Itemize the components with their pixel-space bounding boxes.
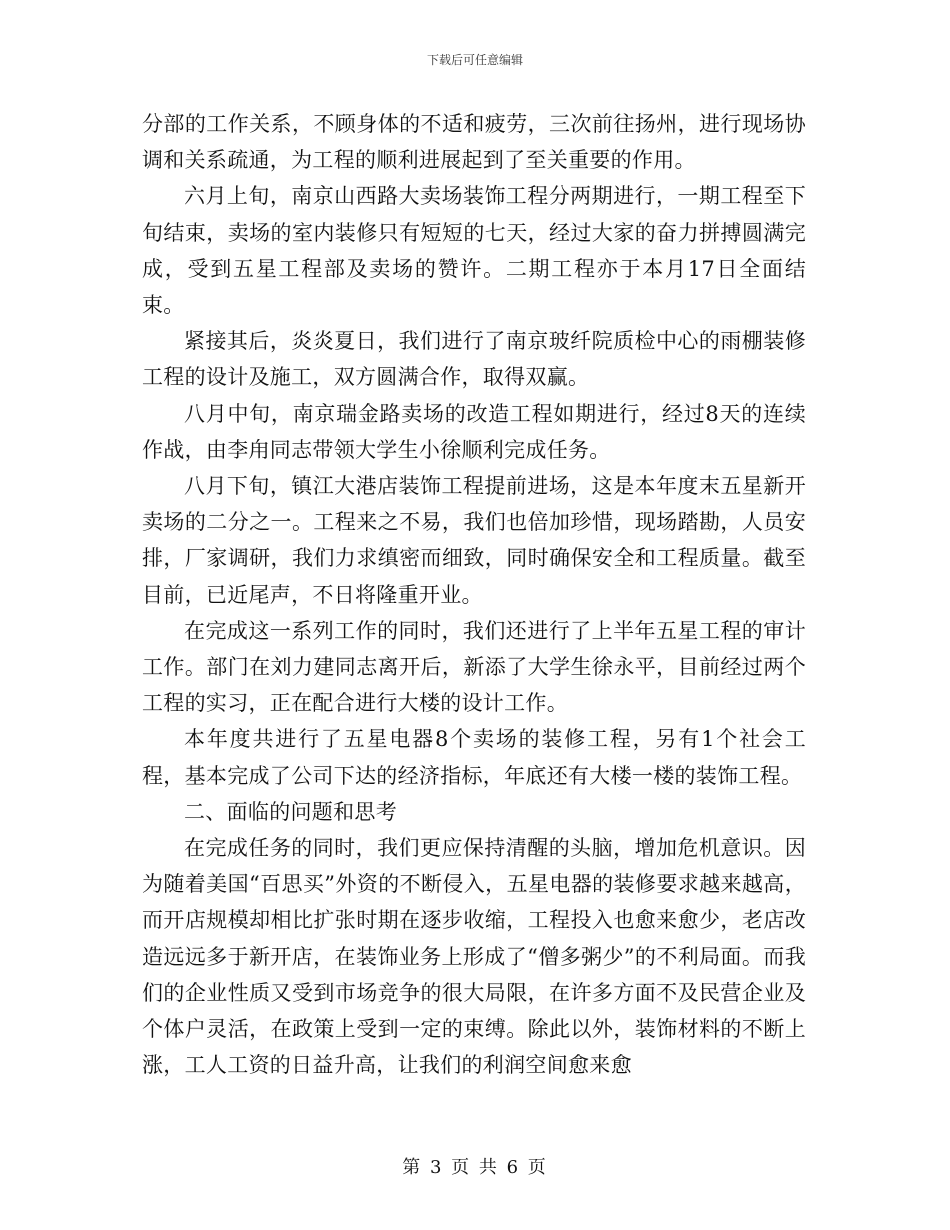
paragraph-continued: 分部的工作关系，不顾身体的不适和疲劳，三次前往扬州，进行现场协调和关系疏通，为工程的顺利进展起到了至关重要的作用。 [142,112,806,173]
page-number-footer: 第 3 页 共 6 页 [402,1157,548,1178]
paragraph-challenges: 在完成任务的同时，我们更应保持清醒的头脑，增加危机意识。因为随着美国“百思买”外资的不断侵入，五星电器的装修要求越来越高，而开店规模却相比扩张时期在逐步收缩，工程投入也愈来愈少，老店改造远远多于新开店，在装饰业务上形成了“僧多粥少”的不利局面。而我们的企业性质又受到市场竞争的很大局限，在许多方面不及民营企业及个体户灵活，在政策上受到一定的束缚。除此以外，装饰材料的不断上涨，工人工资的日益升高，让我们的利润空间愈来愈 [142,836,806,1078]
paragraph-ruijin-road: 八月中旬，南京瑞金路卖场的改造工程如期进行，经过8天的连续作战，由李甪同志带领大学生小徐顺利完成任务。 [142,401,806,462]
paragraph-annual-summary: 本年度共进行了五星电器8个卖场的装修工程，另有1个社会工程，基本完成了公司下达的经济指标，年底还有大楼一楼的装饰工程。 [142,727,806,788]
paragraph-summer-canopy: 紧接其后，炎炎夏日，我们进行了南京玻纤院质检中心的雨棚装修工程的设计及施工，双方圆满合作，取得双赢。 [142,329,806,390]
paragraph-shanxi-road: 六月上旬，南京山西路大卖场装饰工程分两期进行，一期工程至下旬结束，卖场的室内装修只有短短的七天，经过大家的奋力拼搏圆满完成，受到五星工程部及卖场的赞许。二期工程亦于本月17日全面结束。 [142,184,806,318]
paragraph-audit-work: 在完成这一系列工作的同时，我们还进行了上半年五星工程的审计工作。部门在刘力建同志离开后，新添了大学生徐永平，目前经过两个工程的实习，正在配合进行大楼的设计工作。 [142,618,806,716]
page-header: 下载后可任意编辑 [426,53,523,67]
document-body [142,106,806,1083]
paragraph-zhenjiang-dagang: 八月下旬，镇江大港店装饰工程提前进场，这是本年度末五星新开卖场的二分之一。工程来之不易，我们也倍加珍惜，现场踏勘，人员安排，厂家调研，我们力求缜密而细致，同时确保安全和工程质量。截至目前，已近尾声，不日将隆重开业。 [142,474,806,607]
section-heading-problems: 二、面临的问题和思考 [184,799,397,824]
